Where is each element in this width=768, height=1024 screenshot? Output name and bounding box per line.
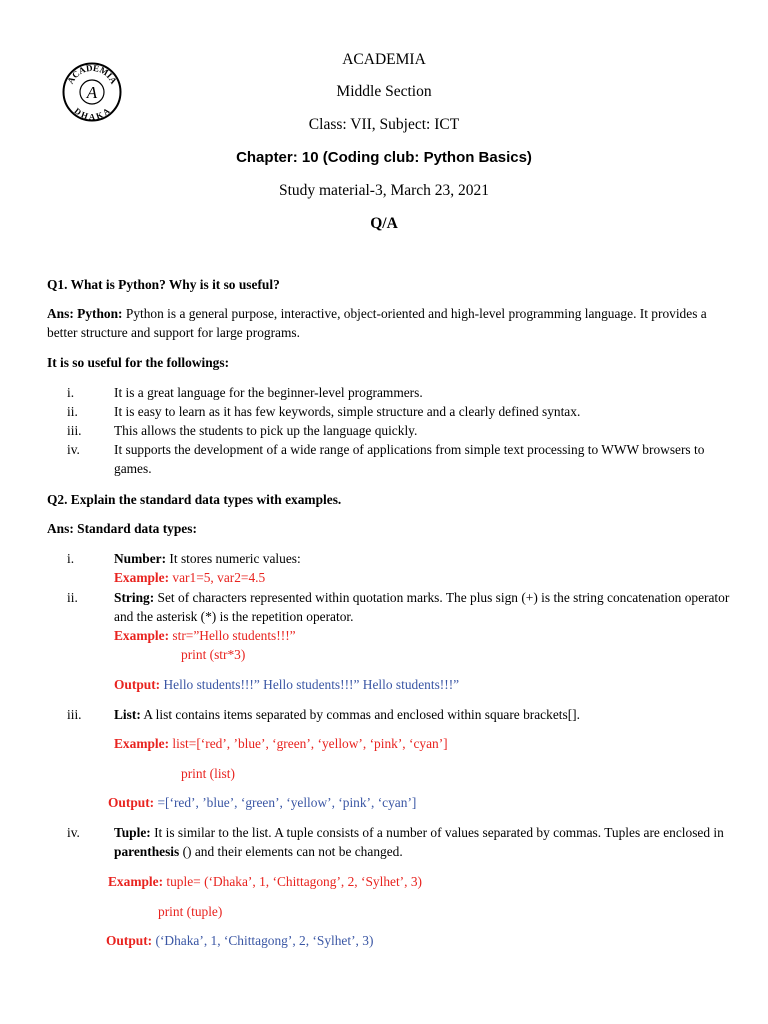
list-item-text: It is easy to learn as it has few keywords, simple structure and a clearly defined syntax. <box>114 404 581 419</box>
tuple-example-code: tuple= (‘Dhaka’, 1, ‘Chittagong’, 2, ‘Sylhet’, 3) <box>163 874 422 889</box>
list-example <box>114 734 448 753</box>
number-example-code: var1=5, var2=4.5 <box>169 570 266 585</box>
string-output <box>114 675 459 694</box>
logo-top-text: ACADEMIA <box>65 62 119 86</box>
list-item-text: This allows the students to pick up the language quickly. <box>114 423 418 438</box>
list-item-number: iii. <box>67 423 82 438</box>
string-output-text: Hello students!!!” Hello students!!!” Hello students!!!” <box>160 677 460 692</box>
q1-answer-text: Python is a general purpose, interactive, object-oriented and high-level programming language. It provides a better structure and support for large programs. <box>47 306 707 340</box>
list-output <box>108 793 416 812</box>
number-label: Number: <box>114 551 167 566</box>
number-description: It stores numeric values: <box>166 551 301 566</box>
string-example-code: str=”Hello students!!!” <box>169 628 296 643</box>
tuple-description-2: () and their elements can not be changed. <box>179 844 403 859</box>
list-label: List: <box>114 707 141 722</box>
data-type-tuple-index: iv. <box>67 825 80 840</box>
string-description: Set of characters represented within quotation marks. The plus sign (+) is the string concatenation operator and the asterisk (*) is the repetition operator. <box>114 590 730 624</box>
q1-question: Q1. What is Python? Why is it so useful? <box>47 277 280 292</box>
data-type-string-index: ii. <box>67 590 78 605</box>
tuple-description-bold: parenthesis <box>114 844 180 859</box>
data-type-list-index: iii. <box>67 707 82 722</box>
list-item-number: i. <box>67 385 75 400</box>
list-print-line: print (list) <box>181 766 235 781</box>
tuple-label: Tuple: <box>114 825 151 840</box>
string-example <box>114 626 296 645</box>
data-type-string <box>114 588 734 626</box>
number-example <box>114 568 265 587</box>
list-item-number: ii. <box>67 404 78 419</box>
list-output-label: Output: <box>108 795 155 810</box>
q2-answer-heading: Ans: Standard data types: <box>47 521 197 536</box>
chapter-title: Chapter: 10 (Coding club: Python Basics) <box>236 149 532 166</box>
q1-answer-label: Ans: Python: <box>47 306 123 321</box>
tuple-output <box>106 931 373 950</box>
tuple-output-label: Output: <box>106 933 153 948</box>
list-item-text: It is a great language for the beginner-level programmers. <box>114 385 423 400</box>
q1-answer <box>47 304 737 342</box>
data-type-list <box>114 705 734 724</box>
study-material: Study material-3, March 23, 2021 <box>278 182 490 199</box>
section-name: Middle Section <box>336 83 432 100</box>
list-example-code: list=[‘red’, ’blue’, ‘green’, ‘yellow’, ‘pink’, ‘cyan’] <box>169 736 448 751</box>
logo-bottom-text: DHAKA <box>72 105 112 122</box>
number-example-label: Example: <box>114 570 170 585</box>
string-print-line: print (str*3) <box>181 647 246 662</box>
list-item-text: It supports the development of a wide range of applications from simple text processing to WWW browsers to games. <box>114 442 705 476</box>
data-type-tuple <box>114 823 734 861</box>
tuple-print-line: print (tuple) <box>158 904 223 919</box>
string-example-label: Example: <box>114 628 170 643</box>
string-output-label: Output: <box>114 677 161 692</box>
list-example-label: Example: <box>114 736 170 751</box>
q1-useful-heading: It is so useful for the followings: <box>47 355 230 370</box>
string-label: String: <box>114 590 155 605</box>
tuple-example-label: Example: <box>108 874 164 889</box>
class-subject: Class: VII, Subject: ICT <box>308 116 460 133</box>
tuple-output-text: (‘Dhaka’, 1, ‘Chittagong’, 2, ‘Sylhet’, 3) <box>152 933 374 948</box>
data-type-number-index: i. <box>67 551 75 566</box>
q2-question: Q2. Explain the standard data types with examples. <box>47 492 342 507</box>
list-output-text: =[‘red’, ’blue’, ‘green’, ‘yellow’, ‘pink’, ‘cyan’] <box>154 795 417 810</box>
qa-heading: Q/A <box>370 215 398 232</box>
data-type-number <box>114 549 734 568</box>
tuple-description-1: It is similar to the list. A tuple consists of a number of values separated by commas. Tuples are enclosed in <box>150 825 724 840</box>
tuple-example <box>108 872 422 891</box>
school-name: ACADEMIA <box>342 51 426 68</box>
list-description: A list contains items separated by commas and enclosed within square brackets[]. <box>140 707 580 722</box>
list-item-number: iv. <box>67 442 80 457</box>
logo-center-letter: A <box>86 83 98 102</box>
